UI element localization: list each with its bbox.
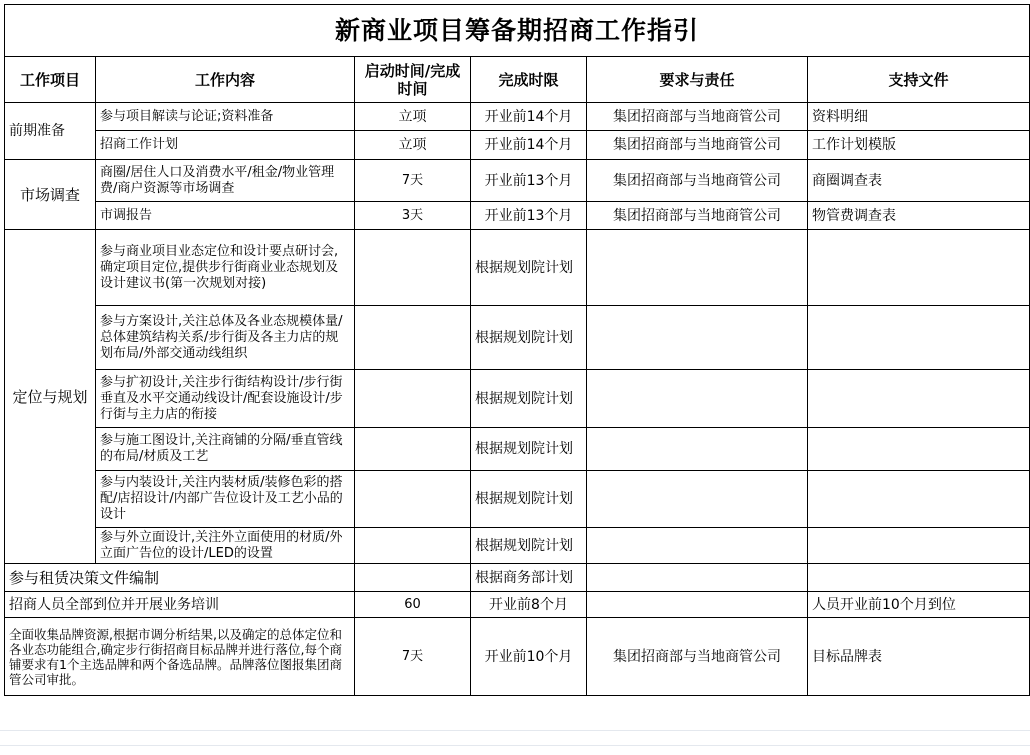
group-market: 市场调查 (5, 160, 96, 230)
title-row (5, 5, 1030, 57)
header-item: 工作项目 (5, 57, 96, 103)
cell-deadline: 开业前10个月 (471, 618, 587, 696)
cell-deadline: 开业前13个月 (471, 160, 587, 202)
cell-content: 参与外立面设计,关注外立面使用的材质/外立面广告位的设计/LED的设置 (96, 528, 355, 564)
cell-deadline: 根据商务部计划 (471, 564, 587, 592)
header-content: 工作内容 (96, 57, 355, 103)
cell-start (355, 230, 471, 306)
cell-requirement (587, 370, 808, 428)
cell-start: 7天 (355, 160, 471, 202)
cell-files (808, 471, 1030, 528)
header-deadline: 完成时限 (471, 57, 587, 103)
cell-files (808, 230, 1030, 306)
table-row (5, 306, 1030, 370)
table-row (5, 428, 1030, 471)
header-files: 支持文件 (808, 57, 1030, 103)
cell-requirement: 集团招商部与当地商管公司 (587, 103, 808, 131)
cell-files: 人员开业前10个月到位 (808, 592, 1030, 618)
table-row (5, 160, 1030, 202)
cell-requirement (587, 471, 808, 528)
cell-start: 7天 (355, 618, 471, 696)
group-prep: 前期准备 (5, 103, 96, 160)
cell-start (355, 428, 471, 471)
cell-start (355, 370, 471, 428)
cell-files (808, 428, 1030, 471)
cell-files (808, 528, 1030, 564)
table-row (5, 230, 1030, 306)
group-positioning: 定位与规划 (5, 230, 96, 564)
cell-files (808, 370, 1030, 428)
cell-start: 立项 (355, 103, 471, 131)
cell-content: 招商工作计划 (96, 131, 355, 160)
cell-requirement: 集团招商部与当地商管公司 (587, 618, 808, 696)
cell-requirement: 集团招商部与当地商管公司 (587, 131, 808, 160)
cell-content: 招商人员全部到位并开展业务培训 (5, 592, 355, 618)
table-row (5, 592, 1030, 618)
header-start: 启动时间/完成时间 (355, 57, 471, 103)
cell-deadline: 根据规划院计划 (471, 428, 587, 471)
cell-requirement (587, 230, 808, 306)
cell-requirement (587, 306, 808, 370)
cell-deadline: 开业前13个月 (471, 202, 587, 230)
table-row (5, 202, 1030, 230)
cell-content: 参与扩初设计,关注步行街结构设计/步行街垂直及水平交通动线设计/配套设施设计/步行街与主力店的衔接 (96, 370, 355, 428)
cell-start (355, 471, 471, 528)
table-row (5, 131, 1030, 160)
cell-start: 3天 (355, 202, 471, 230)
cell-content: 参与内装设计,关注内装材质/装修色彩的搭配/店招设计/内部广告位设计及工艺小品的设计 (96, 471, 355, 528)
cell-content: 参与租赁决策文件编制 (5, 564, 355, 592)
gridline (0, 745, 1030, 746)
cell-requirement: 集团招商部与当地商管公司 (587, 160, 808, 202)
cell-deadline: 根据规划院计划 (471, 230, 587, 306)
cell-requirement (587, 528, 808, 564)
cell-content: 商圈/居住人口及消费水平/租金/物业管理费/商户资源等市场调查 (96, 160, 355, 202)
cell-content: 市调报告 (96, 202, 355, 230)
cell-content: 参与方案设计,关注总体及各业态规模体量/总体建筑结构关系/步行街及各主力店的规划布局/外部交通动线组织 (96, 306, 355, 370)
header-requirement: 要求与责任 (587, 57, 808, 103)
page-title: 新商业项目筹备期招商工作指引 (5, 5, 1030, 57)
cell-requirement (587, 564, 808, 592)
table-row (5, 528, 1030, 564)
cell-files: 目标品牌表 (808, 618, 1030, 696)
cell-deadline: 开业前14个月 (471, 131, 587, 160)
cell-files (808, 564, 1030, 592)
cell-deadline: 开业前8个月 (471, 592, 587, 618)
cell-start (355, 306, 471, 370)
cell-start (355, 564, 471, 592)
cell-deadline: 根据规划院计划 (471, 370, 587, 428)
gridline (0, 730, 1030, 731)
table-row (5, 564, 1030, 592)
cell-requirement: 集团招商部与当地商管公司 (587, 202, 808, 230)
cell-deadline: 开业前14个月 (471, 103, 587, 131)
table-row (5, 471, 1030, 528)
cell-content: 参与项目解读与论证;资料准备 (96, 103, 355, 131)
cell-requirement (587, 592, 808, 618)
cell-content: 参与商业项目业态定位和设计要点研讨会,确定项目定位,提供步行街商业业态规划及设计建议书(第一次规划对接) (96, 230, 355, 306)
cell-files: 商圈调查表 (808, 160, 1030, 202)
cell-files: 资料明细 (808, 103, 1030, 131)
cell-files: 物管费调查表 (808, 202, 1030, 230)
header-row (5, 57, 1030, 103)
cell-content: 参与施工图设计,关注商铺的分隔/垂直管线的布局/材质及工艺 (96, 428, 355, 471)
cell-deadline: 根据规划院计划 (471, 528, 587, 564)
table-row (5, 103, 1030, 131)
cell-files: 工作计划模版 (808, 131, 1030, 160)
table-row (5, 618, 1030, 696)
cell-content: 全面收集品牌资源,根据市调分析结果,以及确定的总体定位和各业态功能组合,确定步行街招商目标品牌并进行落位,每个商铺要求有1个主选品牌和两个备选品牌。品牌落位图报集团商管公司审批。 (5, 618, 355, 696)
cell-start: 立项 (355, 131, 471, 160)
cell-files (808, 306, 1030, 370)
guide-table (4, 4, 1030, 696)
cell-start (355, 528, 471, 564)
cell-start: 60 (355, 592, 471, 618)
cell-deadline: 根据规划院计划 (471, 471, 587, 528)
cell-deadline: 根据规划院计划 (471, 306, 587, 370)
cell-requirement (587, 428, 808, 471)
table-row (5, 370, 1030, 428)
